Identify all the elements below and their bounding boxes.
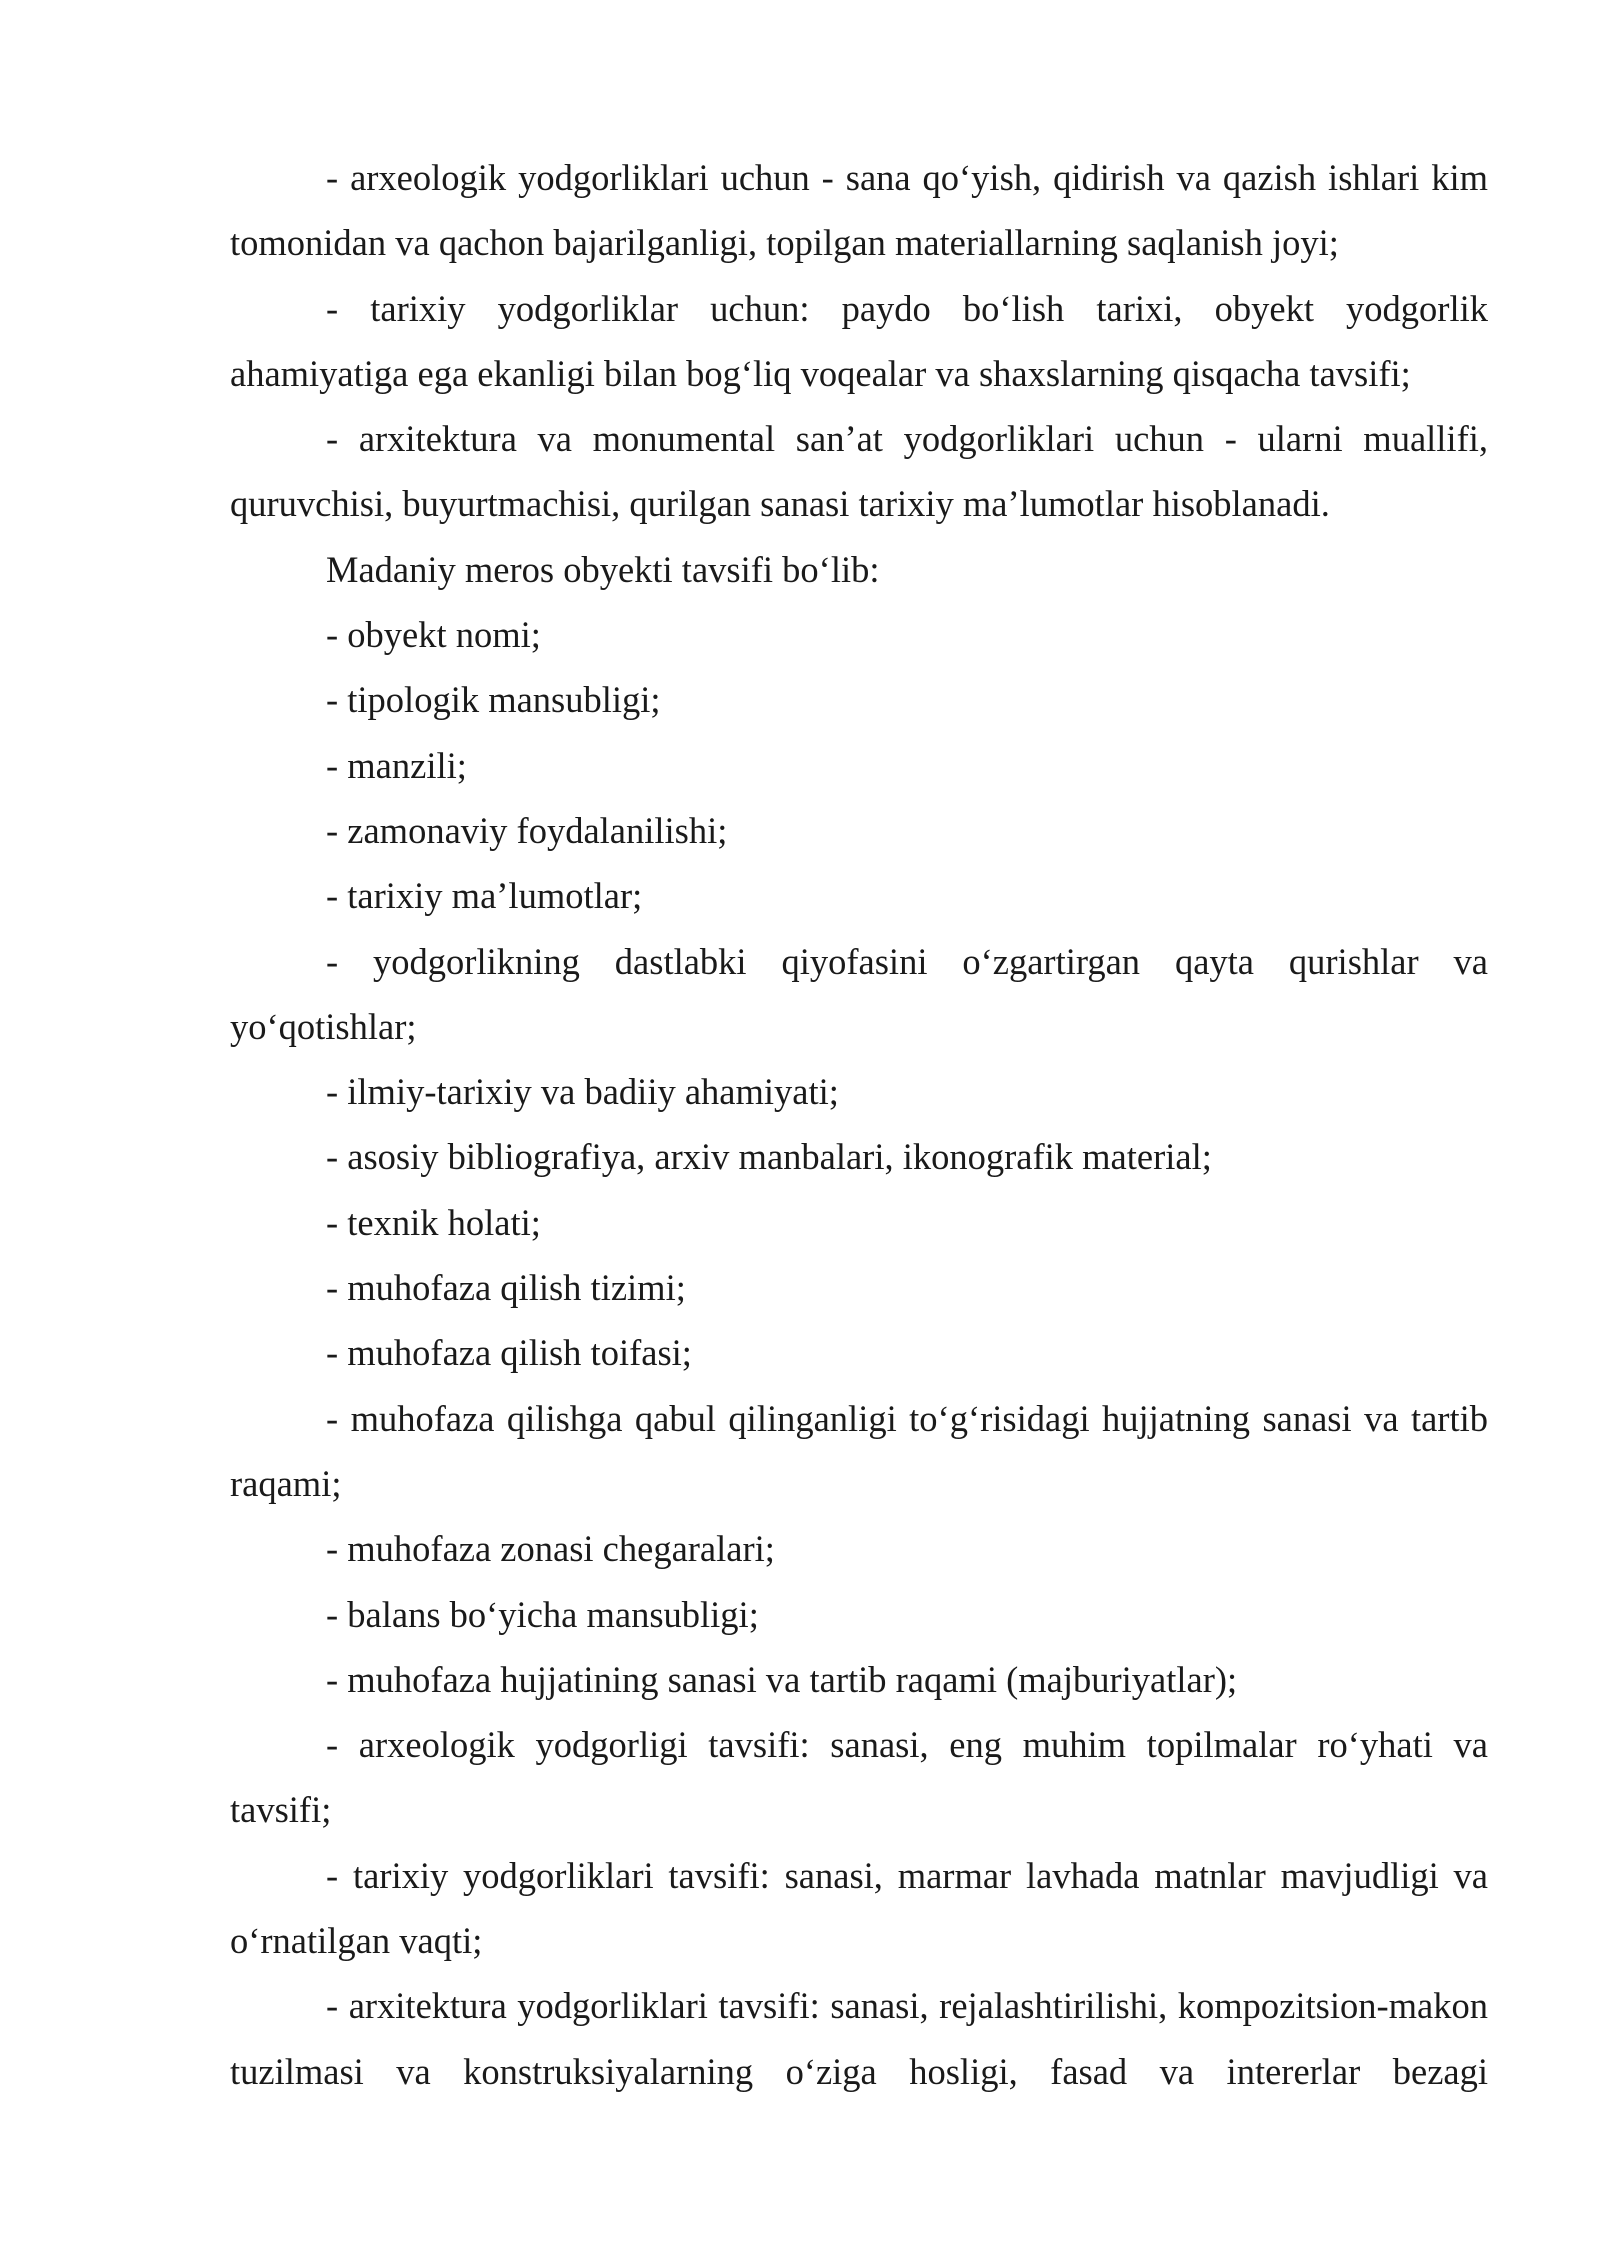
list-item-technical-state: - texnik holati; xyxy=(326,1201,541,1243)
list-item-typology: - tipologik mansubligi; xyxy=(326,679,661,721)
document-body xyxy=(230,145,1488,2104)
list-item-historical-description: - tarixiy yodgorliklari tavsifi: sanasi, marmar lavhada matnlar mavjudligi va o‘rnatilgan vaqti; xyxy=(230,1854,1488,1962)
list-item-obligations: - muhofaza hujjatining sanasi va tartib raqami (majburiyatlar); xyxy=(326,1658,1238,1700)
list-item-reconstructions: - yodgorlikning dastlabki qiyofasini o‘zgartirgan qayta qurishlar va yo‘qotishlar; xyxy=(230,940,1488,1047)
paragraph-description-intro: Madaniy meros obyekti tavsifi bo‘lib: xyxy=(326,548,880,590)
list-item-object-name: - obyekt nomi; xyxy=(326,614,541,656)
list-item-modern-use: - zamonaviy foydalanilishi; xyxy=(326,809,728,851)
list-item-historical-data: - tarixiy ma’lumotlar; xyxy=(326,875,643,917)
paragraph-historical: - tarixiy yodgorliklar uchun: paydo bo‘lish tarixi, obyekt yodgorlik ahamiyatiga ega ekanligi bilan bog‘liq voqealar va shaxslarning qisqacha tavsifi; xyxy=(230,287,1488,394)
list-item-balance: - balans bo‘yicha mansubligi; xyxy=(326,1593,759,1635)
list-item-bibliography: - asosiy bibliografiya, arxiv manbalari, ikonografik material; xyxy=(326,1136,1212,1178)
list-item-archaeological-description: - arxeologik yodgorligi tavsifi: sanasi, eng muhim topilmalar ro‘yhati va tavsifi; xyxy=(230,1724,1488,1831)
paragraph-architecture: - arxitektura va monumental san’at yodgorliklari uchun - ularni muallifi, quruvchisi, buyurtmachisi, qurilgan sanasi tarixiy ma’lumotlar hisoblanadi. xyxy=(230,418,1488,525)
list-item-significance: - ilmiy-tarixiy va badiiy ahamiyati; xyxy=(326,1071,839,1113)
list-item-protection-category: - muhofaza qilish toifasi; xyxy=(326,1332,692,1374)
list-item-protection-zone: - muhofaza zonasi chegaralari; xyxy=(326,1528,775,1570)
list-item-protection-system: - muhofaza qilish tizimi; xyxy=(326,1267,686,1309)
paragraph-archaeological: - arxeologik yodgorliklari uchun - sana qo‘yish, qidirish va qazish ishlari kim tomonidan va qachon bajarilganligi, topilgan materiallarning saqlanish joyi; xyxy=(230,157,1488,264)
list-item-protection-document: - muhofaza qilishga qabul qilinganligi to‘g‘risidagi hujjatning sanasi va tartib raqami; xyxy=(230,1397,1488,1504)
list-item-address: - manzili; xyxy=(326,744,467,786)
list-item-architecture-description: - arxitektura yodgorliklari tavsifi: sanasi, rejalashtirilishi, kompozitsion-makon tuzilmasi va konstruksiyalarning o‘ziga hosligi, fasad va intererlar bezagi xyxy=(230,1985,1488,2092)
